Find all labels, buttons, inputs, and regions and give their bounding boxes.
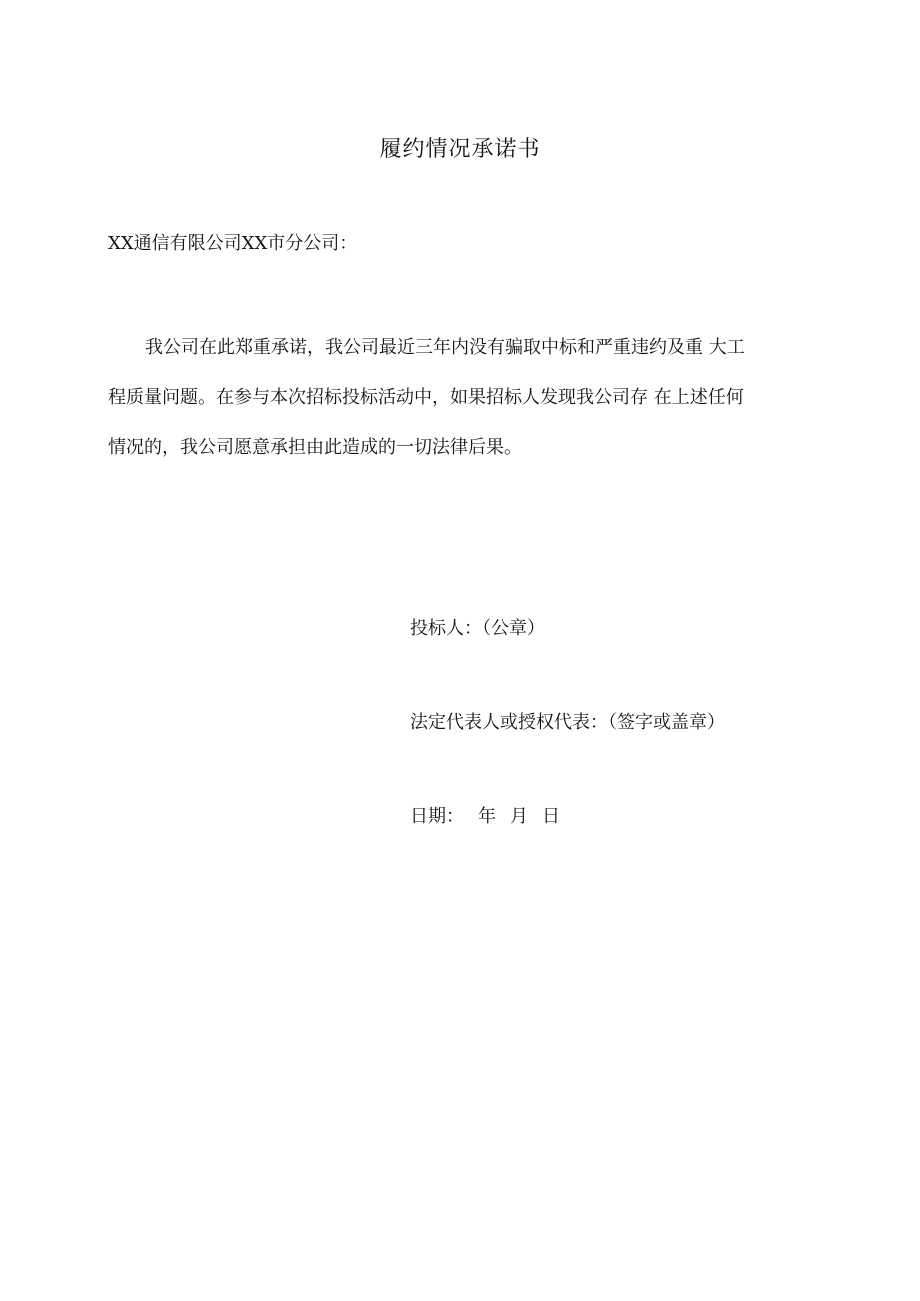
addressee: XX通信有限公司XX市分公司： [108, 233, 358, 254]
paragraph-line-2: 程质量问题。在参与本次招标投标活动中，如果招标人发现我公司存 在上述任何 [108, 387, 744, 408]
date-line [410, 803, 560, 831]
date-month: 月 [510, 806, 528, 827]
paragraph-line-3: 情况的，我公司愿意承担由此造成的一切法律后果。 [108, 437, 522, 458]
bidder-signature-line [410, 615, 545, 643]
bidder-label: 投标人： [410, 618, 482, 639]
commitment-paragraph [108, 323, 814, 473]
representative-label: 法定代表人或授权代表： [410, 712, 608, 733]
date-day: 日 [542, 806, 560, 827]
date-year: 年 [478, 806, 496, 827]
representative-sign-note: （签字或盖章） [608, 712, 725, 733]
paragraph-line-1: 我公司在此郑重承诺，我公司最近三年内没有骗取中标和严重违约及重 大工 [145, 337, 745, 358]
representative-signature-line [410, 709, 725, 737]
date-label: 日期： [410, 806, 464, 827]
document-title: 履约情况承诺书 [379, 137, 541, 162]
bidder-seal-note: （公章） [482, 618, 545, 639]
